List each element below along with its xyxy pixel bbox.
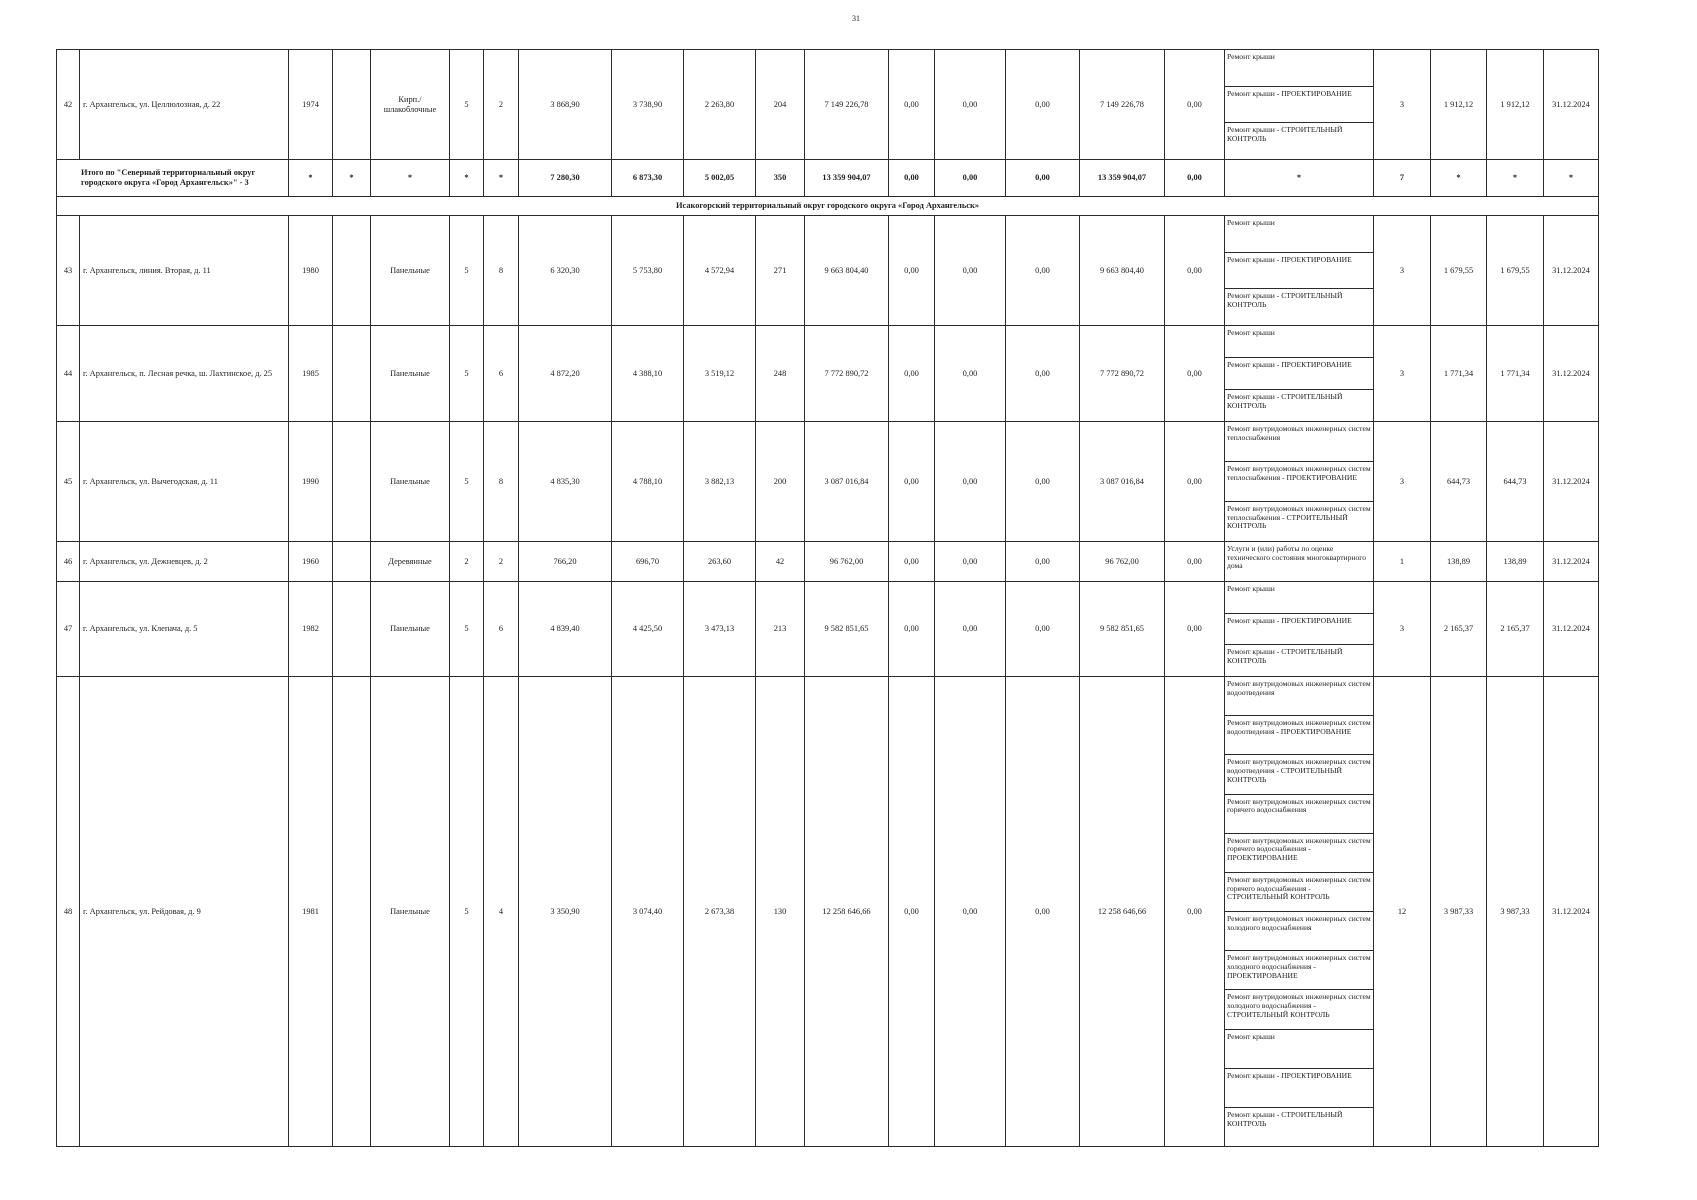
f4-cell: 0,00 <box>1165 216 1225 326</box>
area-total-cell: 3 868,90 <box>519 50 612 160</box>
section-title: Исакогорский территориальный округ городского округа «Город Архангельск» <box>57 197 1599 216</box>
floors-cell: 5 <box>450 326 484 422</box>
table-row <box>57 582 1599 677</box>
total-f1-cell: 0,00 <box>889 160 935 197</box>
total-works-cell: * <box>1225 160 1374 197</box>
work-count-cell: 12 <box>1374 677 1431 1147</box>
f3-cell: 0,00 <box>1006 50 1080 160</box>
deadline-cell: 31.12.2024 <box>1544 326 1599 422</box>
year-cell: 1980 <box>289 216 333 326</box>
work-item: Ремонт внутридомовых инженерных систем горячего водоснабжения - СТРОИТЕЛЬНЫЙ КОНТРОЛЬ <box>1225 873 1373 912</box>
f3-cell: 0,00 <box>1006 216 1080 326</box>
entrances-cell: 4 <box>484 677 519 1147</box>
work-item: Ремонт крыши - СТРОИТЕЛЬНЫЙ КОНТРОЛЬ <box>1227 647 1343 666</box>
f4-cell: 0,00 <box>1165 326 1225 422</box>
work-item: Ремонт крыши <box>1225 216 1373 253</box>
unit-cost-cell: 644,73 <box>1431 422 1487 542</box>
f1-cell: 0,00 <box>889 582 935 677</box>
area-living-cell: 696,70 <box>612 542 684 582</box>
f3-cell: 0,00 <box>1006 677 1080 1147</box>
row-number: 47 <box>57 582 80 677</box>
works-cell <box>1225 216 1374 326</box>
work-item: Ремонт внутридомовых инженерных систем водоотведения - СТРОИТЕЛЬНЫЙ КОНТРОЛЬ <box>1225 755 1373 794</box>
year-cell: 1985 <box>289 326 333 422</box>
unit-cost-cell: 2 165,37 <box>1431 582 1487 677</box>
cost-owners-cell: 9 582 851,65 <box>1080 582 1165 677</box>
work-item: Ремонт крыши - ПРОЕКТИРОВАНИЕ <box>1225 253 1373 290</box>
area-res-cell: 4 572,94 <box>684 216 756 326</box>
total-row <box>57 160 1599 197</box>
total-blank-cell: * <box>333 160 371 197</box>
work-item: Ремонт внутридомовых инженерных систем горячего водоснабжения <box>1225 795 1373 834</box>
unit-cost-cell: 1 771,34 <box>1431 326 1487 422</box>
unit-cost-limit-cell: 1 771,34 <box>1487 326 1544 422</box>
total-f2-cell: 0,00 <box>935 160 1006 197</box>
f3-cell: 0,00 <box>1006 422 1080 542</box>
works-cell <box>1225 422 1374 542</box>
total-unit2-cell: * <box>1487 160 1544 197</box>
people-cell: 130 <box>756 677 805 1147</box>
table-row <box>57 216 1599 326</box>
area-total-cell: 4 872,20 <box>519 326 612 422</box>
cost-total-cell: 96 762,00 <box>805 542 889 582</box>
table-row <box>57 50 1599 160</box>
total-f4-cell: 0,00 <box>1165 160 1225 197</box>
work-item: Ремонт крыши - СТРОИТЕЛЬНЫЙ КОНТРОЛЬ <box>1227 392 1343 410</box>
cost-owners-cell: 96 762,00 <box>1080 542 1165 582</box>
work-item: Ремонт внутридомовых инженерных систем холодного водоснабжения - ПРОЕКТИРОВАНИЕ <box>1225 951 1373 990</box>
cost-owners-cell: 9 663 804,40 <box>1080 216 1165 326</box>
total-area-living-cell: 6 873,30 <box>612 160 684 197</box>
deadline-cell: 31.12.2024 <box>1544 50 1599 160</box>
people-cell: 271 <box>756 216 805 326</box>
works-cell <box>1225 326 1374 422</box>
floors-cell: 5 <box>450 677 484 1147</box>
work-item: Ремонт крыши - СТРОИТЕЛЬНЫЙ КОНТРОЛЬ <box>1227 1109 1343 1128</box>
unit-cost-limit-cell: 1 912,12 <box>1487 50 1544 160</box>
area-living-cell: 4 788,10 <box>612 422 684 542</box>
work-item: Ремонт крыши <box>1225 582 1373 614</box>
unit-cost-limit-cell: 138,89 <box>1487 542 1544 582</box>
f3-cell: 0,00 <box>1006 582 1080 677</box>
deadline-cell: 31.12.2024 <box>1544 422 1599 542</box>
work-item: Ремонт внутридомовых инженерных систем водоотведения <box>1225 677 1373 716</box>
work-item: Ремонт внутридомовых инженерных систем водоотведения - ПРОЕКТИРОВАНИЕ <box>1225 716 1373 755</box>
address-cell: г. Архангельск, ул. Клепача, д. 5 <box>80 582 289 677</box>
mat-cell: Кирп./ шлакоблочные <box>371 50 450 160</box>
people-cell: 213 <box>756 582 805 677</box>
people-cell: 42 <box>756 542 805 582</box>
people-cell: 200 <box>756 422 805 542</box>
empty-cell <box>333 50 371 160</box>
section-row <box>57 197 1599 216</box>
work-item: Ремонт внутридомовых инженерных систем теплоснабжения - СТРОИТЕЛЬНЫЙ КОНТРОЛЬ <box>1227 504 1371 531</box>
work-item: Услуги и (или) работы по оценке технического состояния многоквартирного дома <box>1227 544 1366 571</box>
total-area-total-cell: 7 280,30 <box>519 160 612 197</box>
register-table <box>56 49 1599 1147</box>
empty-cell <box>333 216 371 326</box>
area-total-cell: 766,20 <box>519 542 612 582</box>
f2-cell: 0,00 <box>935 422 1006 542</box>
area-total-cell: 6 320,30 <box>519 216 612 326</box>
f4-cell: 0,00 <box>1165 677 1225 1147</box>
work-item: Ремонт крыши - ПРОЕКТИРОВАНИЕ <box>1225 614 1373 646</box>
work-item: Ремонт внутридомовых инженерных систем холодного водоснабжения <box>1225 912 1373 951</box>
total-mat-cell: * <box>371 160 450 197</box>
row-number: 43 <box>57 216 80 326</box>
work-count-cell: 3 <box>1374 422 1431 542</box>
total-year-cell: * <box>289 160 333 197</box>
people-cell: 204 <box>756 50 805 160</box>
floors-cell: 5 <box>450 422 484 542</box>
row-number: 44 <box>57 326 80 422</box>
cost-owners-cell: 7 149 226,78 <box>1080 50 1165 160</box>
area-living-cell: 3 738,90 <box>612 50 684 160</box>
empty-cell <box>333 677 371 1147</box>
work-item: Ремонт внутридомовых инженерных систем холодного водоснабжения - СТРОИТЕЛЬНЫЙ КОНТРОЛЬ <box>1225 990 1373 1029</box>
work-item: Ремонт крыши <box>1225 50 1373 87</box>
area-res-cell: 3 519,12 <box>684 326 756 422</box>
f1-cell: 0,00 <box>889 422 935 542</box>
f2-cell: 0,00 <box>935 542 1006 582</box>
year-cell: 1981 <box>289 677 333 1147</box>
work-item: Ремонт крыши - ПРОЕКТИРОВАНИЕ <box>1225 358 1373 390</box>
works-list <box>1225 326 1373 421</box>
area-res-cell: 3 473,13 <box>684 582 756 677</box>
unit-cost-limit-cell: 1 679,55 <box>1487 216 1544 326</box>
empty-cell <box>333 542 371 582</box>
table-row <box>57 326 1599 422</box>
row-number: 48 <box>57 677 80 1147</box>
works-list <box>1225 50 1373 159</box>
f2-cell: 0,00 <box>935 582 1006 677</box>
work-item: Ремонт крыши - СТРОИТЕЛЬНЫЙ КОНТРОЛЬ <box>1227 125 1343 144</box>
empty-cell <box>333 582 371 677</box>
f2-cell: 0,00 <box>935 216 1006 326</box>
area-living-cell: 5 753,80 <box>612 216 684 326</box>
f1-cell: 0,00 <box>889 50 935 160</box>
f1-cell: 0,00 <box>889 542 935 582</box>
entrances-cell: 2 <box>484 542 519 582</box>
year-cell: 1982 <box>289 582 333 677</box>
area-living-cell: 3 074,40 <box>612 677 684 1147</box>
area-res-cell: 2 263,80 <box>684 50 756 160</box>
unit-cost-cell: 1 679,55 <box>1431 216 1487 326</box>
cost-owners-cell: 7 772 890,72 <box>1080 326 1165 422</box>
unit-cost-cell: 138,89 <box>1431 542 1487 582</box>
floors-cell: 2 <box>450 542 484 582</box>
mat-cell: Панельные <box>371 216 450 326</box>
unit-cost-limit-cell: 2 165,37 <box>1487 582 1544 677</box>
area-living-cell: 4 388,10 <box>612 326 684 422</box>
people-cell: 248 <box>756 326 805 422</box>
f2-cell: 0,00 <box>935 50 1006 160</box>
mat-cell: Панельные <box>371 582 450 677</box>
cost-owners-cell: 3 087 016,84 <box>1080 422 1165 542</box>
total-unit1-cell: * <box>1431 160 1487 197</box>
works-cell <box>1225 542 1374 582</box>
deadline-cell: 31.12.2024 <box>1544 582 1599 677</box>
work-count-cell: 3 <box>1374 326 1431 422</box>
unit-cost-limit-cell: 644,73 <box>1487 422 1544 542</box>
address-cell: г. Архангельск, ул. Дежневцев, д. 2 <box>80 542 289 582</box>
deadline-cell: 31.12.2024 <box>1544 542 1599 582</box>
work-count-cell: 3 <box>1374 216 1431 326</box>
f1-cell: 0,00 <box>889 326 935 422</box>
work-count-cell: 3 <box>1374 50 1431 160</box>
area-total-cell: 4 839,40 <box>519 582 612 677</box>
row-number: 42 <box>57 50 80 160</box>
work-item: Ремонт внутридомовых инженерных систем горячего водоснабжения - ПРОЕКТИРОВАНИЕ <box>1225 834 1373 873</box>
area-res-cell: 2 673,38 <box>684 677 756 1147</box>
cost-total-cell: 12 258 646,66 <box>805 677 889 1147</box>
cost-total-cell: 3 087 016,84 <box>805 422 889 542</box>
works-list <box>1225 216 1373 325</box>
total-people-cell: 350 <box>756 160 805 197</box>
total-floors-cell: * <box>450 160 484 197</box>
work-item: Ремонт крыши - ПРОЕКТИРОВАНИЕ <box>1225 87 1373 124</box>
f4-cell: 0,00 <box>1165 50 1225 160</box>
total-deadline-cell: * <box>1544 160 1599 197</box>
work-count-cell: 3 <box>1374 582 1431 677</box>
area-total-cell: 3 350,90 <box>519 677 612 1147</box>
work-item: Ремонт крыши - ПРОЕКТИРОВАНИЕ <box>1225 1069 1373 1108</box>
f4-cell: 0,00 <box>1165 542 1225 582</box>
floors-cell: 5 <box>450 582 484 677</box>
address-cell: г. Архангельск, ул. Вычегодская, д. 11 <box>80 422 289 542</box>
address-cell: г. Архангельск, ул. Рейдовая, д. 9 <box>80 677 289 1147</box>
year-cell: 1990 <box>289 422 333 542</box>
total-cost-total-cell: 13 359 904,07 <box>805 160 889 197</box>
table-row <box>57 542 1599 582</box>
f1-cell: 0,00 <box>889 216 935 326</box>
work-item: Ремонт крыши - СТРОИТЕЛЬНЫЙ КОНТРОЛЬ <box>1227 291 1343 310</box>
f3-cell: 0,00 <box>1006 542 1080 582</box>
f4-cell: 0,00 <box>1165 582 1225 677</box>
unit-cost-limit-cell: 3 987,33 <box>1487 677 1544 1147</box>
total-work-count-cell: 7 <box>1374 160 1431 197</box>
deadline-cell: 31.12.2024 <box>1544 677 1599 1147</box>
works-list <box>1225 422 1373 541</box>
address-cell: г. Архангельск, п. Лесная речка, ш. Лахтинское, д. 25 <box>80 326 289 422</box>
work-item: Ремонт внутридомовых инженерных систем теплоснабжения - ПРОЕКТИРОВАНИЕ <box>1225 462 1373 502</box>
work-count-cell: 1 <box>1374 542 1431 582</box>
total-f3-cell: 0,00 <box>1006 160 1080 197</box>
unit-cost-cell: 3 987,33 <box>1431 677 1487 1147</box>
work-item: Ремонт крыши <box>1225 326 1373 358</box>
mat-cell: Панельные <box>371 326 450 422</box>
floors-cell: 5 <box>450 216 484 326</box>
mat-cell: Панельные <box>371 677 450 1147</box>
cost-total-cell: 7 149 226,78 <box>805 50 889 160</box>
f3-cell: 0,00 <box>1006 326 1080 422</box>
row-number: 46 <box>57 542 80 582</box>
cost-owners-cell: 12 258 646,66 <box>1080 677 1165 1147</box>
table-row <box>57 677 1599 1147</box>
row-number: 45 <box>57 422 80 542</box>
f2-cell: 0,00 <box>935 326 1006 422</box>
works-cell <box>1225 50 1374 160</box>
entrances-cell: 2 <box>484 50 519 160</box>
deadline-cell: 31.12.2024 <box>1544 216 1599 326</box>
unit-cost-cell: 1 912,12 <box>1431 50 1487 160</box>
entrances-cell: 6 <box>484 326 519 422</box>
mat-cell: Деревянные <box>371 542 450 582</box>
address-cell: г. Архангельск, ул. Целлюлозная, д. 22 <box>80 50 289 160</box>
year-cell: 1974 <box>289 50 333 160</box>
address-cell: г. Архангельск, линия. Вторая, д. 11 <box>80 216 289 326</box>
works-list <box>1225 542 1373 581</box>
year-cell: 1960 <box>289 542 333 582</box>
f1-cell: 0,00 <box>889 677 935 1147</box>
mat-cell: Панельные <box>371 422 450 542</box>
entrances-cell: 8 <box>484 216 519 326</box>
works-list <box>1225 582 1373 676</box>
area-res-cell: 3 882,13 <box>684 422 756 542</box>
total-entrances-cell: * <box>484 160 519 197</box>
total-cost-owners-cell: 13 359 904,07 <box>1080 160 1165 197</box>
cost-total-cell: 9 582 851,65 <box>805 582 889 677</box>
cost-total-cell: 9 663 804,40 <box>805 216 889 326</box>
entrances-cell: 6 <box>484 582 519 677</box>
area-total-cell: 4 835,30 <box>519 422 612 542</box>
table-row <box>57 422 1599 542</box>
empty-cell <box>333 326 371 422</box>
works-cell <box>1225 582 1374 677</box>
empty-cell <box>333 422 371 542</box>
area-res-cell: 263,60 <box>684 542 756 582</box>
work-item: Ремонт внутридомовых инженерных систем теплоснабжения <box>1225 422 1373 462</box>
f4-cell: 0,00 <box>1165 422 1225 542</box>
total-label: Итого по "Северный территориальный округ городского округа «Город Архангельск»" - 3 <box>57 160 289 197</box>
f2-cell: 0,00 <box>935 677 1006 1147</box>
total-area-res-cell: 5 002,05 <box>684 160 756 197</box>
work-item: Ремонт крыши <box>1225 1030 1373 1069</box>
cost-total-cell: 7 772 890,72 <box>805 326 889 422</box>
works-cell <box>1225 677 1374 1147</box>
floors-cell: 5 <box>450 50 484 160</box>
entrances-cell: 8 <box>484 422 519 542</box>
page-number: 31 <box>852 14 860 23</box>
area-living-cell: 4 425,50 <box>612 582 684 677</box>
works-list <box>1225 677 1373 1146</box>
